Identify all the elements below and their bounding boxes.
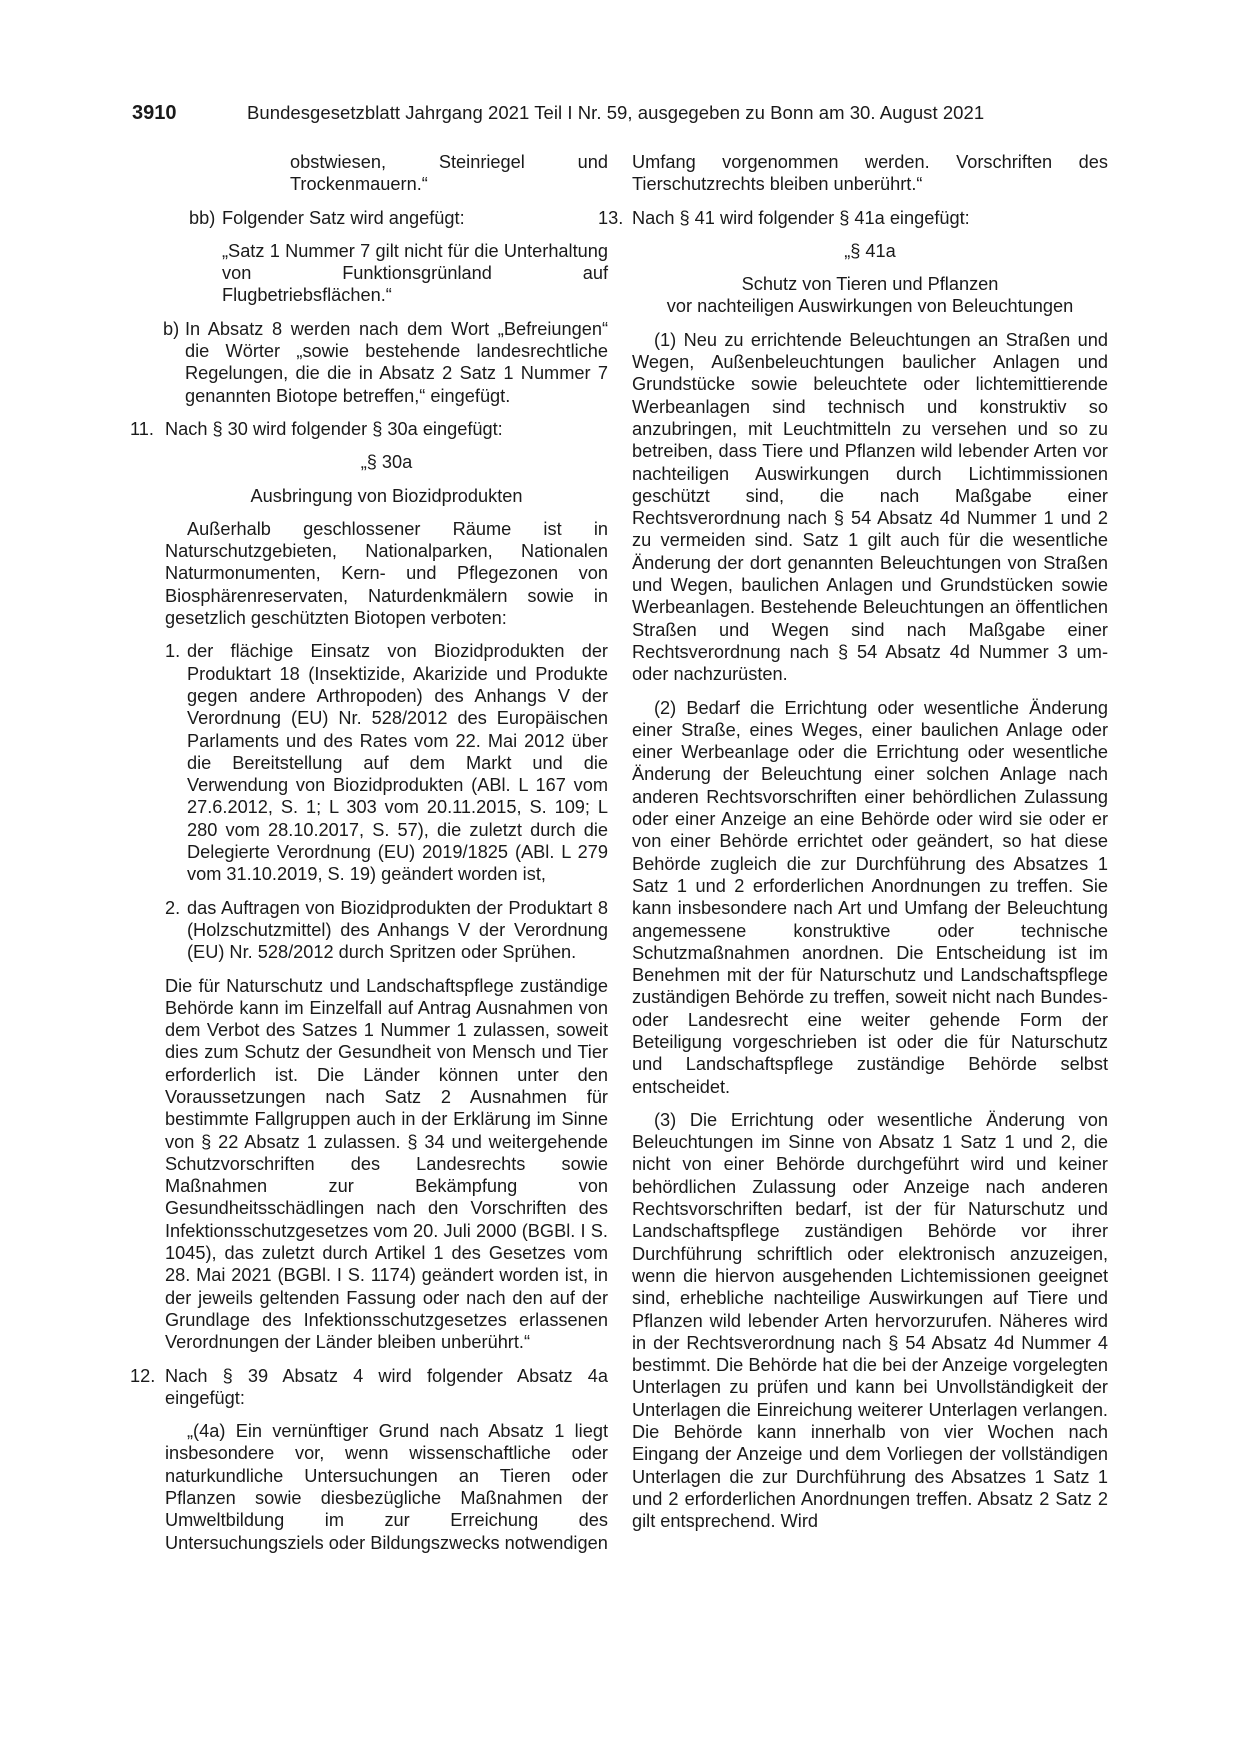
paragraph-1: (1) Neu zu errichtende Beleuchtungen an Straßen und Wegen, Außenbeleuchtungen baulicher Anlagen und Grundstücke sowie beleuchtete oder lichtemittierende Werbeanlagen sind technisch und konstruktiv so anzubringen, mit Leuchtmitteln zu versehen und so zu betreiben, dass Tiere und Pflanzen wild lebender Arten vor nachteiligen Auswirkungen durch Lichtimmissionen geschützt sind, die nach Maßgabe einer Rechtsverordnung nach § 54 Absatz 4d Nummer 1 und 2 zu vermeiden sind. Satz 1 gilt auch für die wesentliche Änderung der dort genannten Beleuchtungen von Straßen und Wegen, baulichen Anlagen und Grundstücken sowie Werbeanlagen. Bestehende Beleuchtungen an öffentlichen Straßen und Wegen sind nach Maßgabe einer Rechtsverordnung nach § 54 Absatz 4d Nummer 3 um- oder nachzurüsten. (632, 329, 1108, 685)
item-text: In Absatz 8 werden nach dem Wort „Befreiungen“ die Wörter „sowie bestehende landesrechtliche Regelungen, die die in Absatz 2 Satz 1 Nummer 7 genannten Biotope betreffen,“ eingefügt. (185, 318, 608, 406)
page-number: 3910 (132, 102, 177, 124)
item-text: Nach § 30 wird folgender § 30a eingefügt: (165, 418, 503, 439)
item-text: Nach § 39 Absatz 4 wird folgender Absatz 4a eingefügt: (165, 1365, 608, 1408)
list-item-11 (130, 418, 608, 440)
item-text: der flächige Einsatz von Biozidprodukten der Produktart 18 (Insektizide, Akarizide und Produkte gegen andere Arthropoden) des Anhangs V der Verordnung (EU) Nr. 528/2012 des Europäischen Parlaments und des Rates vom 22. Mai 2012 über die Bereitstellung auf dem Markt und die Verwendung von Biozidprodukten (ABl. L 167 vom 27.6.2012, S. 1; L 303 vom 20.11.2015, S. 109; L 280 vom 28.10.2017, S. 57), die zuletzt durch die Delegierte Verordnung (EU) 2019/1825 (ABl. L 279 vom 31.10.2019, S. 19) geändert worden ist, (187, 641, 608, 885)
list-item-bb (130, 207, 608, 229)
item-label: 11. (130, 418, 154, 439)
section-title-line-1: Schutz von Tieren und Pflanzen (741, 274, 999, 295)
inserted-paragraph-quote: „(4a) Ein vernünftiger Grund nach Absatz 1 liegt insbesondere vor, wenn wissenschaftliche oder naturkundliche Untersuchungen an Tieren oder Pflanzen sowie diesbezügliche Maßnahmen der Umweltbildung im zur Erreichung des Untersuchungsziels oder Bildungszwecks notwendigen (165, 1421, 608, 1553)
item-text: Nach § 41 wird folgender § 41a eingefügt: (632, 207, 970, 228)
item-label: bb) (189, 207, 216, 228)
running-head: Bundesgesetzblatt Jahrgang 2021 Teil I Nr. 59, ausgegeben zu Bonn am 30. August 2021 (247, 102, 985, 123)
item-label: 2. (165, 897, 181, 918)
item-label: 13. (598, 207, 624, 228)
page-header (132, 102, 1122, 132)
section-intro: Außerhalb geschlossener Räume ist in Naturschutzgebieten, Nationalparken, Nationalen Naturmonumenten, Kern- und Pflegezonen von Biosphärenreservaten, Naturdenkmälern sowie in gesetzlich geschützten Biotopen verboten: (165, 518, 608, 629)
list-item-12 (130, 1365, 608, 1410)
item-text: Folgender Satz wird angefügt: (222, 207, 465, 228)
list-item (130, 640, 608, 885)
section-heading: „§ 30a (360, 452, 413, 473)
continued-text: obstwiesen, Steinriegel und Trockenmauern.“ (290, 152, 608, 195)
section-heading: „§ 41a (844, 240, 896, 261)
section-title-line-2: vor nachteiligen Auswirkungen von Beleuchtungen (666, 296, 1074, 317)
list-item-b (130, 318, 608, 407)
list-item-13 (598, 207, 1108, 229)
left-column (130, 151, 608, 1554)
item-label: 1. (165, 641, 181, 662)
item-label: b) (163, 318, 180, 339)
continued-text: Umfang vorgenommen werden. Vorschriften des Tierschutzrechts bleiben unberührt.“ (632, 152, 1108, 195)
item-label: 12. (130, 1365, 156, 1386)
inserted-sentence-quote: „Satz 1 Nummer 7 gilt nicht für die Unterhaltung von Funktionsgrünland auf Flugbetriebsflächen.“ (222, 240, 608, 306)
list-item (130, 897, 608, 964)
section-title: Ausbringung von Biozidprodukten (250, 485, 523, 506)
right-column (598, 151, 1108, 1533)
paragraph-2: (2) Bedarf die Errichtung oder wesentliche Änderung einer Straße, eines Weges, einer baulichen Anlage oder einer Werbeanlage oder die Errichtung oder wesentliche Änderung der Beleuchtung einer solchen Anlage nach anderen Rechtsvorschriften einer behördlichen Zulassung oder einer Anzeige an eine Behörde oder wird sie oder er von einer Behörde errichtet oder geändert, so hat diese Behörde zugleich die zur Durchführung des Absatzes 1 Satz 1 und 2 erforderlichen Anordnungen zu treffen. Sie kann insbesondere nach Art und Umfang der Beleuchtung angemessene konstruktive oder technische Schutzmaßnahmen anordnen. Die Entscheidung ist im Benehmen mit der für Naturschutz und Landschaftspflege zuständigen Behörde zu treffen, soweit nicht nach Bundes- oder Landesrecht eine weiter gehende Form der Beteiligung vorgeschrieben ist oder die für Naturschutz und Landschaftspflege zuständige Behörde selbst entscheidet. (632, 697, 1108, 1097)
item-text: das Auftragen von Biozidprodukten der Produktart 8 (Holzschutzmittel) des Anhangs V der Verordnung (EU) Nr. 528/2012 durch Spritzen oder Sprühen. (187, 897, 608, 963)
section-closing: Die für Naturschutz und Landschaftspflege zuständige Behörde kann im Einzelfall auf Antrag Ausnahmen von dem Verbot des Satzes 1 Nummer 1 zulassen, soweit dies zum Schutz der Gesundheit von Mensch und Tier erforderlich ist. Die Länder können unter den Voraussetzungen nach Satz 2 Ausnahmen für bestimmte Fallgruppen auch in der Erklärung im Sinne von § 22 Absatz 1 zulassen. § 34 und weitergehende Schutzvorschriften des Landesrechts sowie Maßnahmen zur Bekämpfung von Gesundheitsschädlingen nach den Vorschriften des Infektionsschutzgesetzes vom 20. Juli 2000 (BGBl. I S. 1045), das zuletzt durch Artikel 1 des Gesetzes vom 28. Mai 2021 (BGBl. I S. 1174) geändert worden ist, in der jeweils geltenden Fassung oder nach den auf der Grundlage des Infektionsschutzgesetzes erlassenen Verordnungen der Länder bleiben unberührt.“ (165, 975, 608, 1353)
paragraph-3: (3) Die Errichtung oder wesentliche Änderung von Beleuchtungen im Sinne von Absatz 1 Satz 1 und 2, die nicht von einer Behörde durchgeführt wird und keiner behördlichen Zulassung oder Anzeige nach anderen Rechtsvorschriften bedarf, ist der für Naturschutz und Landschaftspflege zuständigen Behörde vor ihrer Durchführung schriftlich oder elektronisch anzuzeigen, wenn die hiervon ausgehenden Lichtemissionen geeignet sind, erhebliche nachteilige Auswirkungen auf Tiere und Pflanzen wild lebender Arten hervorzurufen. Näheres wird in der Rechtsverordnung nach § 54 Absatz 4d Nummer 4 bestimmt. Die Behörde hat die bei der Anzeige vorgelegten Unterlagen zu prüfen und kann bei Unvollständigkeit der Unterlagen die Einreichung weiterer Unterlagen verlangen. Die Behörde kann innerhalb von vier Wochen nach Eingang der Anzeige und dem Vorliegen der vollständigen Unterlagen die zur Durchführung des Absatzes 1 Satz 1 und 2 erforderlichen Anordnungen treffen. Absatz 2 Satz 2 gilt entsprechend. Wird (632, 1109, 1108, 1532)
